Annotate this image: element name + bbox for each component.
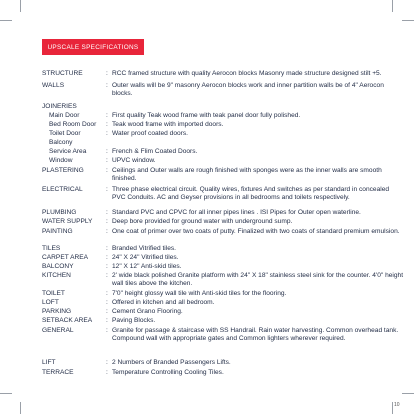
- spec-value: Teak wood frame with imported doors.: [112, 121, 224, 128]
- spec-label: JOINERIES: [42, 103, 77, 110]
- spec-label: BALCONY: [42, 263, 74, 270]
- spec-value: Deep bore provided for ground water with underground sump.: [112, 218, 293, 225]
- section-title: UPSCALE SPECIFICATIONS: [42, 39, 144, 55]
- spec-value: 2' wide black polished Granite platform with 24" X 18" stainless steel sink for the counter. 4'0" height wall tiles above the kitchen.: [112, 272, 404, 287]
- spec-colon: :: [106, 359, 108, 366]
- spec-colon: :: [106, 228, 108, 235]
- spec-colon: :: [106, 186, 108, 193]
- crop-mark: [0, 393, 12, 394]
- spec-value: Three phase electrical circuit. Quality wires, fixtures And switches as per standard in concealed PVC Conduits. AC and Geyser provisions in all bedrooms and toilets respectively.: [112, 186, 390, 201]
- crop-mark: [402, 20, 414, 21]
- spec-value: Granite for passage & staircase with SS Handrail. Rain water harvesting. Common overhead tank. Compound wall with appropriate gates and Common lighters wherever required.: [112, 327, 399, 342]
- crop-mark: [392, 402, 393, 414]
- spec-label: LIFT: [42, 359, 56, 366]
- spec-colon: :: [106, 130, 108, 137]
- spec-colon: :: [106, 70, 108, 77]
- spec-value: Temperature Controlling Cooling Tiles.: [112, 369, 224, 376]
- spec-colon: :: [106, 369, 108, 376]
- spec-label: WALLS: [42, 82, 65, 89]
- spec-value: Ceilings and Outer walls are rough finished with sponges were as the inner walls are smooth finished.: [112, 167, 382, 182]
- spec-label: Balcony: [49, 139, 73, 146]
- spec-colon: :: [106, 218, 108, 225]
- spec-label: PLASTERING: [42, 167, 84, 174]
- spec-value: One coat of primer over two coats of putty. Finalized with two coats of standard premium emulsion.: [112, 228, 400, 235]
- spec-colon: :: [106, 254, 108, 261]
- spec-colon: :: [106, 121, 108, 128]
- spec-label: GENERAL: [42, 327, 74, 334]
- page-number: 10: [394, 402, 400, 408]
- spec-value: French & Flim Coated Doors.: [112, 148, 198, 155]
- spec-value: 24" X 24" Vitrified tiles.: [112, 254, 179, 261]
- spec-colon: :: [106, 308, 108, 315]
- spec-value: Standard PVC and CPVC for all inner pipes lines . ISI Pipes for Outer open waterline.: [112, 209, 361, 216]
- spec-label: STRUCTURE: [42, 70, 83, 77]
- spec-label: Bed Room Door: [49, 121, 97, 128]
- spec-value: 2 Numbers of Branded Passengers Lifts.: [112, 359, 231, 366]
- spec-value: UPVC window.: [112, 157, 156, 164]
- spec-label: TOILET: [42, 290, 65, 297]
- spec-label: WATER SUPPLY: [42, 218, 93, 225]
- spec-label: SETBACK AREA: [42, 317, 93, 324]
- spec-label: TERRACE: [42, 369, 74, 376]
- crop-mark: [392, 0, 393, 12]
- spec-colon: :: [106, 167, 108, 174]
- spec-colon: :: [106, 263, 108, 270]
- crop-mark: [20, 0, 21, 12]
- spec-value: Outer walls will be 9" masonry Aerocon blocks work and inner partition walls be of 4" Aerocon blocks.: [112, 82, 384, 97]
- spec-value: Offered in kitchen and all bedroom.: [112, 299, 215, 306]
- spec-colon: :: [106, 317, 108, 324]
- spec-colon: :: [106, 209, 108, 216]
- spec-label: CARPET AREA: [42, 254, 89, 261]
- spec-label: Service Area: [49, 148, 87, 155]
- spec-colon: :: [106, 327, 108, 334]
- crop-mark: [20, 402, 21, 414]
- spec-value: Paving Blocks.: [112, 317, 156, 324]
- spec-colon: :: [106, 245, 108, 252]
- spec-colon: :: [106, 157, 108, 164]
- spec-colon: :: [106, 299, 108, 306]
- spec-value: RCC framed structure with quality Aerocon blocks Masonry made structure designed stilt +5.: [112, 70, 382, 77]
- crop-mark: [0, 20, 12, 21]
- spec-colon: :: [106, 290, 108, 297]
- spec-value: 7'0" height glossy wall tile with Anti-skid tiles for the flooring.: [112, 290, 287, 297]
- spec-label: ELECTRICAL: [42, 186, 83, 193]
- spec-label: LOFT: [42, 299, 59, 306]
- spec-label: Main Door: [49, 112, 80, 119]
- spec-label: Toilet Door: [49, 130, 81, 137]
- spec-label: TILES: [42, 245, 61, 252]
- spec-value: Cement Grano Flooring.: [112, 308, 183, 315]
- spec-colon: :: [106, 112, 108, 119]
- spec-label: PLUMBING: [42, 209, 77, 216]
- spec-label: PAINTING: [42, 228, 73, 235]
- spec-label: Window: [49, 157, 73, 164]
- spec-label: PARKING: [42, 308, 72, 315]
- crop-mark: [402, 393, 414, 394]
- spec-value: First quality Teak wood frame with teak panel door fully polished.: [112, 112, 301, 119]
- spec-label: KITCHEN: [42, 272, 71, 279]
- spec-value: Branded Vitrified tiles.: [112, 245, 177, 252]
- spec-value: Water proof coated doors.: [112, 130, 188, 137]
- spec-value: 12" X 12" Anti-skid tiles.: [112, 263, 182, 270]
- spec-colon: :: [106, 82, 108, 89]
- spec-colon: :: [106, 272, 108, 279]
- spec-colon: :: [106, 148, 108, 155]
